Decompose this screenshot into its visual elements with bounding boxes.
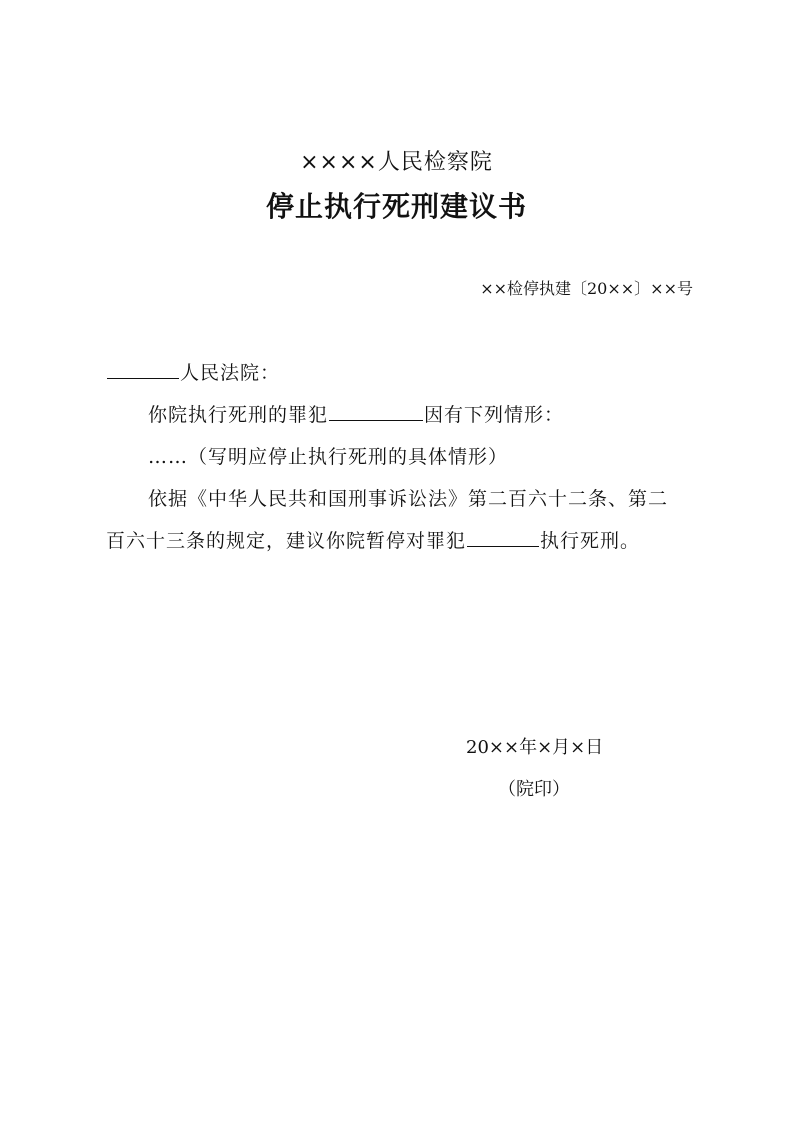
paragraph-criminal xyxy=(148,400,564,427)
criminal-name-blank-2 xyxy=(467,526,539,547)
seal-placeholder: （院印） xyxy=(498,779,570,800)
paragraph-criminal-suffix: 因有下列情形： xyxy=(424,404,565,426)
court-name-blank xyxy=(107,358,179,379)
paragraph-legal-basis-line2 xyxy=(106,526,640,553)
paragraph-criminal-prefix: 你院执行死刑的罪犯 xyxy=(148,404,329,426)
procuratorate-name: ××××人民检察院 xyxy=(300,150,493,175)
paragraph-circumstances: ……（写明应停止执行死刑的具体情形） xyxy=(148,446,509,468)
document-title: 停止执行死刑建议书 xyxy=(265,190,527,223)
criminal-name-blank xyxy=(329,400,423,421)
document-number: ××检停执建〔20××〕××号 xyxy=(480,279,693,298)
paragraph-legal-basis-line1: 依据《中华人民共和国刑事诉讼法》第二百六十二条、第二 xyxy=(148,488,669,510)
addressee-line xyxy=(106,358,280,385)
addressee-suffix: 人民法院： xyxy=(180,362,281,384)
document-date: 20××年×月×日 xyxy=(466,737,604,758)
legal-basis-suffix: 执行死刑。 xyxy=(540,530,641,552)
legal-basis-prefix: 百六十三条的规定，建议你院暂停对罪犯 xyxy=(106,530,467,552)
